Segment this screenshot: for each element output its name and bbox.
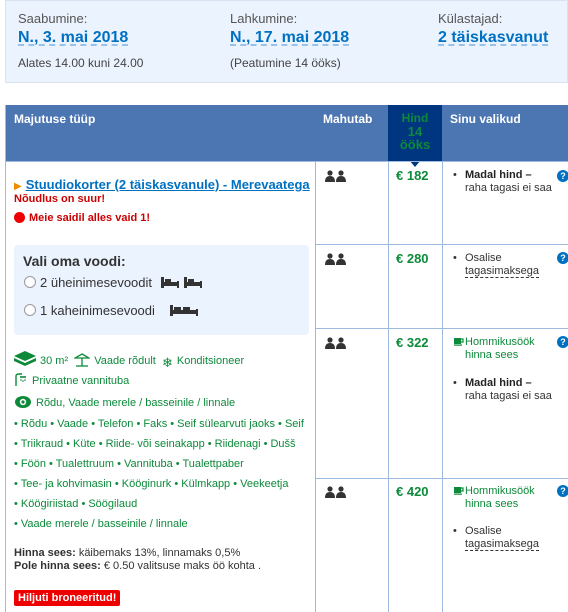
double-bed-icon [169,303,199,320]
breakfast-text: Hommikusöök hinna sees [465,485,535,510]
checkout-label: Lahkumine: [230,11,298,26]
breakfast-text: Hommikusöök hinna sees [465,336,535,361]
facility-ac: Konditsioneer [176,355,245,367]
rate-price: € 420 [396,484,429,499]
occupancy-icon [325,337,347,352]
view-icon [74,353,90,370]
checkin-block [18,11,143,70]
included-label: Hinna sees: [14,547,76,559]
bed-option-twin-label: 2 üheinimesevoodit [40,275,153,290]
radio-button[interactable] [24,304,36,316]
facility-row [14,373,129,390]
header-price-label: Hind [401,111,429,125]
header-price-unit: ööks [399,137,431,152]
header-choices: Sinu valikud [450,112,521,126]
policy-detail: raha tagasi ei saa [465,390,552,402]
header-price [388,105,442,161]
occupancy-icon [325,253,347,268]
rate-policy: • Osalise tagasimaksega [453,252,539,277]
facility-row [14,351,244,371]
amenities-line: • Föön • Tualettruum • Vannituba • Tualettpaber [14,458,244,470]
amenities-line: • Vaade merele / basseinile / linnale [14,518,188,530]
occupancy-icon [325,486,347,501]
checkin-label: Saabumine: [18,11,88,26]
help-icon[interactable]: ? [557,336,568,348]
facility-view: Vaade rõdult [94,355,156,367]
booking-summary-bar [5,0,568,83]
header-price-nights: 14 [407,124,423,139]
rate-price: € 182 [396,168,429,183]
rate-price: € 322 [396,335,429,350]
divider [315,244,568,245]
included-taxes [14,547,240,559]
room-title-link[interactable] [14,177,310,192]
coffee-cup-icon [454,336,464,350]
checkin-date[interactable]: N., 3. mai 2018 [18,29,129,46]
divider [315,328,568,329]
policy-line1: Osalise [465,252,502,264]
help-icon[interactable]: ? [557,170,568,182]
availability-warning [14,212,150,224]
shower-icon [14,373,28,390]
excluded-value: € 0.50 valitsuse maks öö kohta . [103,560,262,572]
header-room-type: Majutuse tüüp [14,112,96,126]
room-table [5,105,568,612]
policy-bold: Madal hind – [465,169,532,181]
included-value: käibemaks 13%, linnamaks 0,5% [78,547,241,559]
guests-block [438,11,548,47]
amenities-line: • Köögiriistad • Söögilaud [14,498,138,510]
bed-option-double-label: 1 kaheinimesevoodi [40,303,155,318]
policy-line2[interactable]: tagasimaksega [465,265,539,277]
policy-line1: Osalise [465,525,502,537]
stay-length: (Peatumine 14 ööks) [230,56,341,70]
radio-button[interactable] [24,276,36,288]
air-conditioning-icon: ❄ [161,355,173,370]
checkout-block [230,11,349,70]
rate-policy: • Madal hind – raha tagasi ei saa [453,377,552,402]
bed-selector-title: Vali oma voodi: [23,253,126,269]
checkin-hours: Alates 14.00 kuni 24.00 [18,56,144,70]
help-icon[interactable]: ? [557,252,568,264]
occupancy-icon [325,170,347,185]
alert-dot-icon [14,212,25,223]
amenities-line: • Rõdu • Vaade • Telefon • Faks • Seif sülearvuti jaoks • Seif [14,418,304,430]
room-title-text: Stuudiokorter (2 täiskasvanule) - Merevaatega [25,177,310,192]
divider [388,161,389,612]
facility-balcony: Rõdu, Vaade merele / basseinile / linnale [36,397,236,409]
bed-option-twin[interactable] [24,275,204,292]
facility-bath: Privaatne vannituba [32,375,130,387]
rate-price: € 280 [396,251,429,266]
policy-line2[interactable]: tagasimaksega [465,538,539,550]
amenities-line: • Triikraud • Küte • Riide- või seinakapp • Riidenagi • Dušš [14,438,296,450]
expand-arrow-icon: ▶ [14,181,22,192]
rate-policy: • Madal hind – raha tagasi ei saa [453,169,552,194]
recently-booked-badge: Hiljuti broneeritud! [14,590,120,606]
single-bed-icon [160,275,204,292]
coffee-cup-icon [454,485,464,499]
facility-row [14,395,235,412]
rate-policy: • Osalise tagasimaksega [453,525,539,550]
divider [315,478,568,479]
header-sleeps: Mahutab [323,112,373,126]
room-size-icon [14,351,36,370]
divider [315,161,316,612]
breakfast-included [454,336,554,362]
checkout-date[interactable]: N., 17. mai 2018 [230,29,350,46]
help-icon[interactable]: ? [557,485,568,497]
excluded-taxes [14,560,261,572]
guests-label: Külastajad: [438,11,503,26]
excluded-label: Pole hinna sees: [14,560,101,572]
eye-icon [14,395,32,412]
room-size: 30 m² [40,355,69,367]
policy-detail: raha tagasi ei saa [465,182,552,194]
guests-count[interactable]: 2 täiskasvanut [438,29,549,46]
divider [442,161,443,612]
bed-option-double[interactable] [24,303,199,320]
high-demand-label: Nõudlus on suur! [14,193,106,205]
breakfast-included [454,485,554,511]
divider [6,161,568,162]
availability-text: Meie saidil alles vaid 1! [29,212,151,224]
amenities-line: • Tee- ja kohvimasin • Kööginurk • Külmkapp • Veekeetja [14,478,289,490]
bed-selector [14,245,309,335]
policy-bold: Madal hind – [465,377,532,389]
table-header [6,105,568,161]
